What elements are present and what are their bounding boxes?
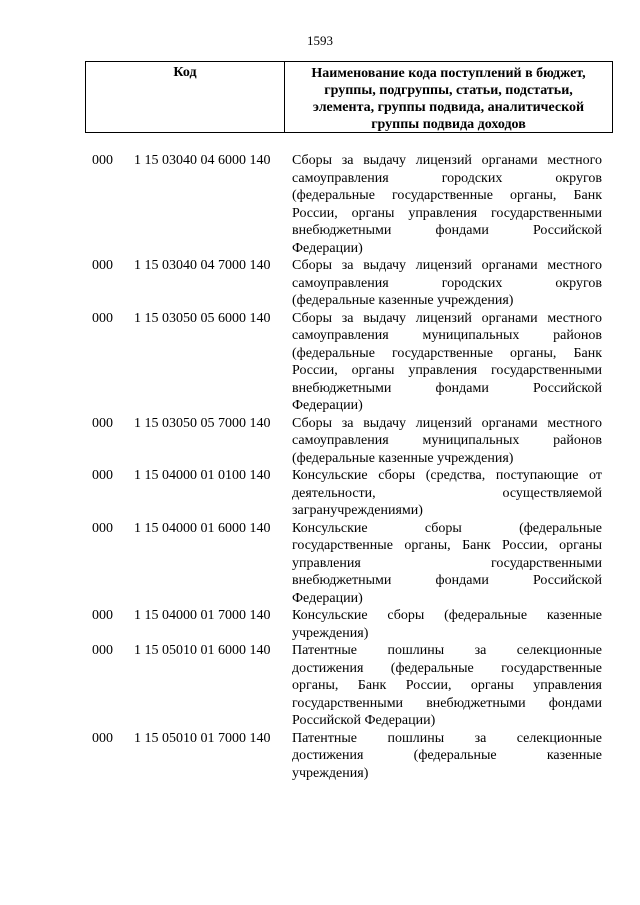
table-row bbox=[0, 467, 640, 520]
description-line: государственные органы, Банк России, органы bbox=[292, 538, 602, 553]
income-description bbox=[292, 152, 602, 257]
admin-code: 000 bbox=[92, 258, 113, 273]
income-description bbox=[292, 642, 602, 730]
description-line: (федеральные государственные органы, Банк bbox=[292, 188, 602, 203]
description-line: самоуправления муниципальных районов bbox=[292, 328, 602, 343]
description-line: учреждения) bbox=[292, 765, 369, 781]
header-name-line: группы, подгруппы, статьи, подстатьи, bbox=[324, 83, 573, 98]
admin-code: 000 bbox=[92, 415, 113, 431]
description-line: Сборы за выдачу лицензий органами местного bbox=[292, 310, 602, 326]
income-code: 1 15 03040 04 6000 140 bbox=[134, 153, 271, 168]
description-line: достижения (федеральные государственные bbox=[292, 660, 602, 676]
income-code: 1 15 04000 01 7000 140 bbox=[134, 608, 271, 623]
table-row bbox=[0, 730, 640, 783]
admin-code: 000 bbox=[92, 153, 113, 168]
admin-code: 000 bbox=[92, 730, 113, 746]
description-line: государственными внебюджетными фондами bbox=[292, 695, 602, 711]
description-line: органы, Банк России, органы управления bbox=[292, 678, 602, 693]
header-name-column bbox=[285, 62, 612, 132]
description-line: (федеральные казенные учреждения) bbox=[292, 293, 514, 308]
admin-code: 000 bbox=[92, 643, 113, 658]
income-description bbox=[292, 730, 602, 783]
table-row bbox=[0, 520, 640, 608]
income-description bbox=[292, 310, 602, 415]
income-code: 1 15 03040 04 7000 140 bbox=[134, 258, 271, 273]
description-line: внебюджетными фондами Российской bbox=[292, 380, 602, 396]
income-description bbox=[292, 520, 602, 608]
description-line: Сборы за выдачу лицензий органами местного bbox=[292, 258, 602, 273]
description-line: (федеральные казенные учреждения) bbox=[292, 450, 514, 466]
description-line: загранучреждениями) bbox=[292, 503, 423, 518]
income-description bbox=[292, 257, 602, 310]
admin-code: 000 bbox=[92, 468, 113, 483]
description-line: достижения (федеральные казенные bbox=[292, 748, 602, 763]
description-line: самоуправления муниципальных районов bbox=[292, 433, 602, 448]
description-line: Консульские сборы (федеральные казенные bbox=[292, 608, 602, 623]
income-code: 1 15 04000 01 0100 140 bbox=[134, 468, 271, 483]
description-line: деятельности, осуществляемой bbox=[292, 485, 602, 501]
page-number: 1593 bbox=[307, 33, 333, 48]
income-description bbox=[292, 607, 602, 642]
header-name-line: элемента, группы подвида, аналитической bbox=[312, 100, 585, 115]
table-row bbox=[0, 310, 640, 415]
income-code: 1 15 05010 01 7000 140 bbox=[134, 730, 271, 746]
header-name-line: группы подвида доходов bbox=[371, 117, 526, 132]
table-row bbox=[0, 607, 640, 642]
income-description bbox=[292, 415, 602, 468]
description-line: России, органы управления государственными bbox=[292, 205, 602, 221]
description-line: учреждения) bbox=[292, 625, 369, 641]
table-row bbox=[0, 257, 640, 310]
header-name-line: Наименование кода поступлений в бюджет, bbox=[311, 66, 586, 81]
description-line: Российской Федерации) bbox=[292, 713, 436, 728]
description-line: Консульские сборы (средства, поступающие от bbox=[292, 468, 602, 483]
admin-code: 000 bbox=[92, 520, 113, 536]
description-line: Сборы за выдачу лицензий органами местного bbox=[292, 415, 602, 431]
income-code: 1 15 05010 01 6000 140 bbox=[134, 643, 271, 658]
description-line: Сборы за выдачу лицензий органами местного bbox=[292, 153, 602, 168]
table-row bbox=[0, 152, 640, 257]
description-line: Патентные пошлины за селекционные bbox=[292, 643, 602, 658]
admin-code: 000 bbox=[92, 608, 113, 623]
table-header bbox=[85, 61, 613, 133]
description-line: самоуправления городских округов bbox=[292, 275, 602, 291]
description-line: Патентные пошлины за селекционные bbox=[292, 730, 602, 746]
description-line: внебюджетными фондами Российской bbox=[292, 573, 602, 588]
description-line: самоуправления городских округов bbox=[292, 170, 602, 186]
income-code-table-body bbox=[0, 152, 640, 782]
header-code-column: Код bbox=[86, 62, 285, 132]
income-code: 1 15 04000 01 6000 140 bbox=[134, 520, 271, 536]
table-row bbox=[0, 642, 640, 730]
description-line: Федерации) bbox=[292, 590, 363, 606]
description-line: Консульские сборы (федеральные bbox=[292, 520, 602, 536]
description-line: Федерации) bbox=[292, 240, 363, 256]
description-line: управления государственными bbox=[292, 555, 602, 571]
table-row bbox=[0, 415, 640, 468]
description-line: внебюджетными фондами Российской bbox=[292, 223, 602, 238]
description-line: (федеральные государственные органы, Банк bbox=[292, 345, 602, 361]
description-line: Федерации) bbox=[292, 398, 363, 413]
income-description bbox=[292, 467, 602, 520]
income-code: 1 15 03050 05 6000 140 bbox=[134, 310, 271, 326]
description-line: России, органы управления государственными bbox=[292, 363, 602, 378]
income-code: 1 15 03050 05 7000 140 bbox=[134, 415, 271, 431]
admin-code: 000 bbox=[92, 310, 113, 326]
